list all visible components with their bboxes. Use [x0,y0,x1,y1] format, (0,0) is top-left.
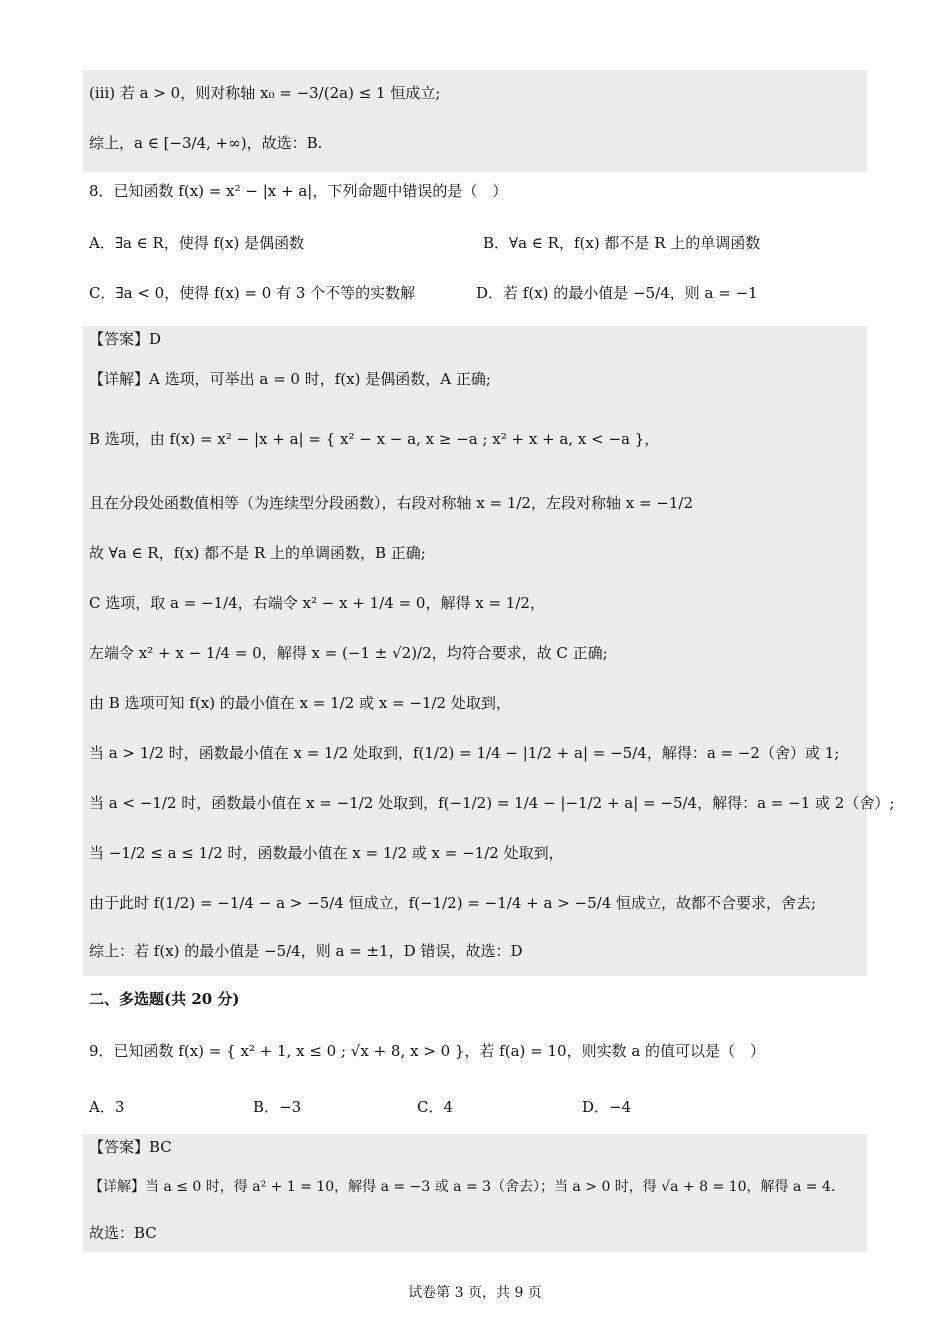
question-8 [83,178,867,318]
solution-summary: 综上，a ∈ [−3/4, +∞)，故选：B. [89,134,323,152]
q9-option-c: C．4 [417,1098,454,1116]
page-footer: 试卷第 3 页，共 9 页 [408,1285,542,1301]
q9-answer: 【答案】BC [89,1138,172,1156]
q8-detail-line: 由于此时 f(1/2) = −1/4 − a > −5/4 恒成立，f(−1/2) = −1/4 + a > −5/4 恒成立，故都不合要求，舍去; [89,894,817,912]
q7-solution-continuation [83,70,867,172]
q8-option-a: A．∃a ∈ R，使得 f(x) 是偶函数 [89,234,305,252]
q8-detail-line: C 选项，取 a = −1/4，右端令 x² − x + 1/4 = 0，解得 x = 1/2， [89,594,545,612]
section-2-title: 二、多选题(共 20 分) [89,990,240,1008]
q9-choice: 故选：BC [89,1224,157,1242]
q8-detail-line: 当 a < −1/2 时，函数最小值在 x = −1/2 处取到，f(−1/2) = 1/4 − |−1/2 + a| = −5/4，解得：a = −1 或 2（舍）; [89,794,895,812]
q8-detail-line: 故 ∀a ∈ R，f(x) 都不是 R 上的单调函数，B 正确; [89,544,426,562]
q8-detail-line: 由 B 选项可知 f(x) 的最小值在 x = 1/2 或 x = −1/2 处取到， [89,694,511,712]
q8-detail-line: 【详解】A 选项，可举出 a = 0 时，f(x) 是偶函数，A 正确; [89,370,491,388]
q8-option-c: C．∃a < 0，使得 f(x) = 0 有 3 个不等的实数解 [89,284,416,302]
solution-line-iii: (iii) 若 a > 0，则对称轴 x₀ = −3/(2a) ≤ 1 恒成立; [89,84,441,102]
section-heading [83,986,867,1012]
q9-option-d: D．−4 [582,1098,632,1116]
q9-option-b: B．−3 [253,1098,302,1116]
q8-detail-line: 当 a > 1/2 时，函数最小值在 x = 1/2 处取到，f(1/2) = 1/4 − |1/2 + a| = −5/4，解得：a = −2（舍）或 1; [89,744,840,762]
q9-answer-block [83,1134,867,1252]
q9-detail: 【详解】当 a ≤ 0 时，得 a² + 1 = 10，解得 a = −3 或 a = 3（舍去）；当 a > 0 时，得 √a + 8 = 10，解得 a = 4. [89,1179,836,1195]
q9-stem: 9．已知函数 f(x) = { x² + 1, x ≤ 0 ; √x + 8, x > 0 }，若 f(a) = 10，则实数 a 的值可以是（ ） [89,1042,766,1060]
q8-detail-line: 综上：若 f(x) 的最小值是 −5/4，则 a = ±1，D 错误，故选：D [89,942,523,960]
q8-stem: 8．已知函数 f(x) = x² − |x + a|，下列命题中错误的是（ ） [89,182,508,200]
q8-option-b: B．∀a ∈ R，f(x) 都不是 R 上的单调函数 [483,234,761,252]
q8-answer: 【答案】D [89,330,162,348]
q8-detail-line: B 选项，由 f(x) = x² − |x + a| = { x² − x − a, x ≥ −a ; x² + x + a, x < −a }， [89,430,660,448]
q8-detail-line: 当 −1/2 ≤ a ≤ 1/2 时，函数最小值在 x = 1/2 或 x = −1/2 处取到， [89,844,564,862]
q8-option-d: D．若 f(x) 的最小值是 −5/4，则 a = −1 [476,284,758,302]
q8-answer-block [83,326,895,976]
q9-option-a: A．3 [89,1098,125,1116]
question-9 [83,1030,867,1130]
q8-detail-line: 左端令 x² + x − 1/4 = 0，解得 x = (−1 ± √2)/2，均符合要求，故 C 正确; [89,644,608,662]
q8-detail-line: 且在分段处函数值相等（为连续型分段函数），右段对称轴 x = 1/2，左段对称轴 x = −1/2 [89,494,694,512]
